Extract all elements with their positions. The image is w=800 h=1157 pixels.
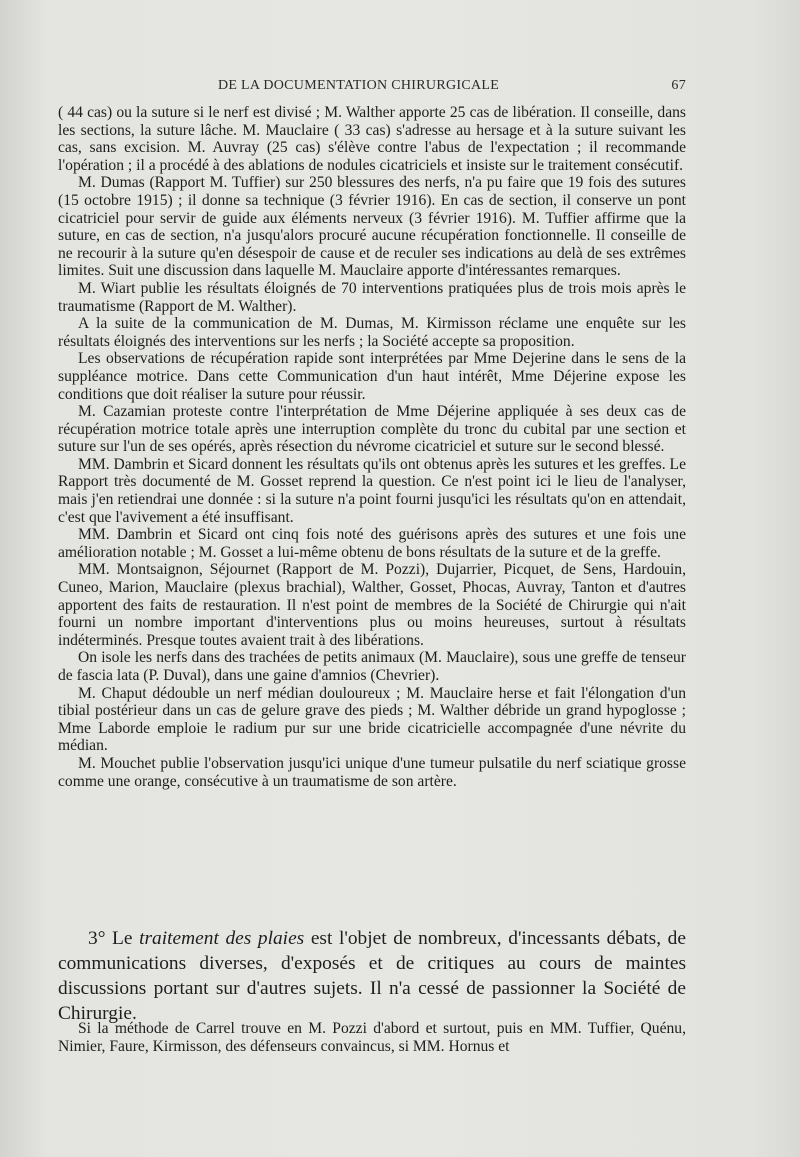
paragraph: M. Chaput dédouble un nerf médian douloureux ; M. Mauclaire herse et fait l'élongation d'un tibial postérieur dans un cas de gelure grave des pieds ; M. Walther débride un grand hypoglosse ; Mme Laborde emploie le radium pur sur une bride cicatricielle accompagnée d'une névrite du médian. bbox=[58, 684, 686, 755]
section-3-emphasis: traitement des plaies bbox=[139, 928, 305, 949]
paragraph: On isole les nerfs dans des trachées de petits animaux (M. Mauclaire), sous une greffe de tenseur de fascia lata (P. Duval), dans une gaine d'amnios (Chevrier). bbox=[58, 649, 686, 684]
section-3-text: est l'objet de nombreux, d'incessants débats, de communications diverses, d'exposés et de critiques au cours de maintes discussions portant sur d'autres sujets. Il n'a cessé de passionner la Société de Chirurgie. bbox=[58, 928, 686, 1024]
body-text bbox=[58, 104, 686, 790]
paragraph: MM. Montsaignon, Séjournet (Rapport de M. Pozzi), Dujarrier, Picquet, de Sens, Hardouin, Cuneo, Marion, Mauclaire (plexus brachial), Walther, Gosset, Phocas, Auvray, Tanton et d'autres apportent des faits de restauration. Il n'est point de membres de la Société de Chirurgie qui n'ait fourni un nombre important d'interventions plus ou moins heureuses, surtout à résultats indéterminés. Presque toutes avaient trait à des libérations. bbox=[58, 561, 686, 649]
paragraph: M. Dumas (Rapport M. Tuffier) sur 250 blessures des nerfs, n'a pu faire que 19 fois des sutures (15 octobre 1915) ; il donne sa technique (3 février 1916). En cas de section, il conserve un pont cicatriciel pour servir de guide aux éléments nerveux (3 février 1916). M. Tuffier affirme que la suture, en cas de section, n'a jusqu'alors procuré aucune récupération fonctionnelle. Il conseille de ne recourir à la suture qu'en désespoir de cause et de reculer ses indications au delà de ses extrêmes limites. Suit une discussion dans laquelle M. Mauclaire apporte d'intéressantes remarques. bbox=[58, 174, 686, 280]
paragraph: ( 44 cas) ou la suture si le nerf est divisé ; M. Walther apporte 25 cas de libération. Il conseille, dans les sections, la suture lâche. M. Mauclaire ( 33 cas) s'adresse au hersage et à la suture suivant les cas, sans excision. M. Auvray (25 cas) s'élève contre l'abus de l'expectation ; il recommande l'opération ; il a procédé à des ablations de nodules cicatriciels et insiste sur le traitement consécutif. bbox=[58, 104, 686, 174]
running-title: DE LA DOCUMENTATION CHIRURGICALE bbox=[218, 78, 500, 93]
page-number: 67 bbox=[671, 78, 686, 93]
paragraph: Les observations de récupération rapide sont interprétées par Mme Dejerine dans le sens de la suppléance motrice. Dans cette Communication d'un haut intérêt, Mme Déjerine expose les conditions que doit réaliser la suture pour réussir. bbox=[58, 350, 686, 403]
paragraph: M. Mouchet publie l'observation jusqu'ici unique d'une tumeur pulsatile du nerf sciatique grosse comme une orange, consécutive à un traumatisme de son artère. bbox=[58, 754, 686, 790]
paragraph: A la suite de la communication de M. Dumas, M. Kirmisson réclame une enquête sur les résultats éloignés des interventions sur les nerfs ; la Société accepte sa proposition. bbox=[58, 315, 686, 350]
paragraph: M. Wiart publie les résultats éloignés de 70 interventions pratiquées plus de trois mois après le traumatisme (Rapport de M. Walther). bbox=[58, 279, 686, 315]
paragraph: MM. Dambrin et Sicard ont cinq fois noté des guérisons après des sutures et une fois une amélioration notable ; M. Gosset a lui-même obtenu de bons résultats de la suture et de la greffe. bbox=[58, 526, 686, 561]
paragraph: MM. Dambrin et Sicard donnent les résultats qu'ils ont obtenus après les sutures et les greffes. Le Rapport très documenté de M. Gosset reprend la question. Ce n'est point ici le lieu de l'analyser, mais j'en retiendrai une donnée : si la suture n'a point fourni jusqu'ici les résultats qu'on en attendait, c'est que l'avivement a été insuffisant. bbox=[58, 455, 686, 526]
section-3-prefix: 3° Le bbox=[88, 928, 140, 949]
paragraph: M. Cazamian proteste contre l'interprétation de Mme Déjerine appliquée à ses deux cas de récupération motrice totale après une interruption complète du tronc du cubital par une section et suture sur l'un de ses opérés, après résection du névrome cicatriciel et suture sur le second blessé. bbox=[58, 403, 686, 456]
closing-paragraph: Si la méthode de Carrel trouve en M. Pozzi d'abord et surtout, puis en MM. Tuffier, Quénu, Nimier, Faure, Kirmisson, des défenseurs convaincus, si MM. Hornus et bbox=[58, 1020, 686, 1055]
section-3-paragraph bbox=[58, 926, 686, 1026]
